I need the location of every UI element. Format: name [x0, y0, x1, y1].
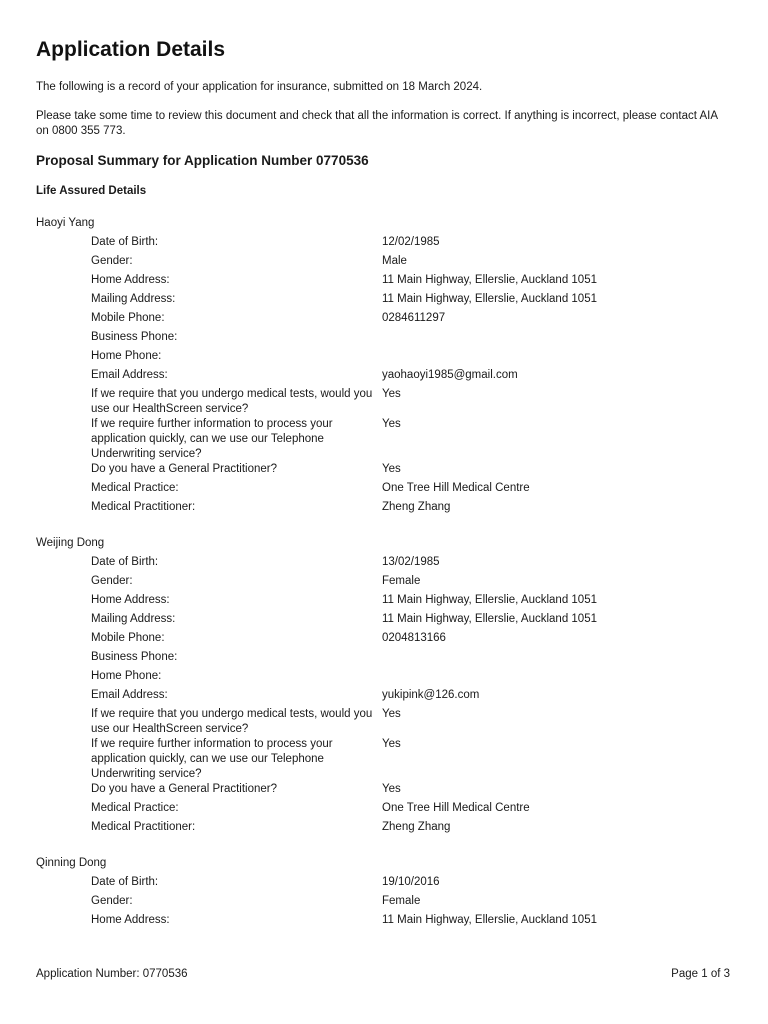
detail-row — [36, 801, 736, 820]
detail-row — [36, 782, 736, 801]
detail-label: Home Address: — [91, 914, 170, 926]
detail-row — [36, 555, 736, 574]
detail-label: Business Phone: — [91, 331, 178, 343]
detail-row — [36, 311, 736, 330]
detail-label: Medical Practitioner: — [91, 501, 196, 513]
page-title: Application Details — [36, 38, 226, 61]
life-assured-person — [36, 216, 736, 519]
detail-value: 11 Main Highway, Ellerslie, Auckland 1051 — [382, 594, 597, 606]
footer-application-number: Application Number: 0770536 — [36, 968, 188, 980]
detail-value: Zheng Zhang — [382, 501, 451, 513]
detail-label: Gender: — [91, 895, 133, 907]
detail-value: Yes — [382, 388, 401, 400]
detail-label: Mailing Address: — [91, 293, 176, 305]
detail-row — [36, 707, 736, 737]
detail-row — [36, 462, 736, 481]
detail-row — [36, 417, 736, 462]
detail-row — [36, 349, 736, 368]
detail-row — [36, 574, 736, 593]
detail-value: 11 Main Highway, Ellerslie, Auckland 1051 — [382, 293, 597, 305]
detail-row — [36, 650, 736, 669]
detail-value: 11 Main Highway, Ellerslie, Auckland 1051 — [382, 274, 597, 286]
detail-value: 13/02/1985 — [382, 556, 440, 568]
detail-value: Yes — [382, 783, 401, 795]
detail-value: 0284611297 — [382, 312, 446, 324]
detail-label: Home Phone: — [91, 350, 162, 362]
detail-row — [36, 612, 736, 631]
detail-value: 19/10/2016 — [382, 876, 440, 888]
detail-row — [36, 500, 736, 519]
life-assured-person — [36, 856, 736, 932]
person-name: Haoyi Yang — [36, 217, 95, 229]
detail-label: Mobile Phone: — [91, 632, 165, 644]
detail-label: Medical Practice: — [91, 802, 179, 814]
detail-label: Home Address: — [91, 594, 170, 606]
detail-row — [36, 368, 736, 387]
detail-value: Yes — [382, 463, 401, 475]
detail-value — [382, 349, 736, 368]
detail-value: yukipink@126.com — [382, 689, 480, 701]
detail-row — [36, 330, 736, 349]
person-name: Weijing Dong — [36, 537, 105, 549]
detail-label: Do you have a General Practitioner? — [91, 783, 278, 795]
detail-value: Yes — [382, 418, 401, 430]
detail-row — [36, 292, 736, 311]
life-assured-person — [36, 536, 736, 839]
detail-value: One Tree Hill Medical Centre — [382, 482, 530, 494]
detail-value — [382, 650, 736, 669]
detail-value: Yes — [382, 708, 401, 720]
detail-label: If we require that you undergo medical tests, would you use our HealthScreen service? — [91, 388, 373, 415]
detail-label: If we require that you undergo medical tests, would you use our HealthScreen service? — [91, 708, 373, 735]
footer-page-number: Page 1 of 3 — [671, 968, 730, 980]
detail-label: Business Phone: — [91, 651, 178, 663]
detail-value — [382, 330, 736, 349]
detail-row — [36, 894, 736, 913]
detail-label: Date of Birth: — [91, 556, 159, 568]
detail-value: 0204813166 — [382, 632, 446, 644]
detail-row — [36, 593, 736, 612]
life-assured-heading: Life Assured Details — [36, 185, 147, 197]
detail-value: Zheng Zhang — [382, 821, 451, 833]
detail-label: Gender: — [91, 255, 133, 267]
detail-label: If we require further information to process your application quickly, can we use our Telephone Underwriting service? — [91, 738, 333, 780]
detail-label: Date of Birth: — [91, 236, 159, 248]
detail-row — [36, 273, 736, 292]
proposal-summary-heading: Proposal Summary for Application Number 0770536 — [36, 153, 369, 168]
detail-row — [36, 387, 736, 417]
detail-value: yaohaoyi1985@gmail.com — [382, 369, 518, 381]
detail-label: If we require further information to process your application quickly, can we use our Telephone Underwriting service? — [91, 418, 333, 460]
detail-row — [36, 913, 736, 932]
detail-value — [382, 669, 736, 688]
detail-row — [36, 254, 736, 273]
detail-label: Medical Practice: — [91, 482, 179, 494]
detail-value: 12/02/1985 — [382, 236, 440, 248]
detail-label: Home Phone: — [91, 670, 162, 682]
detail-row — [36, 875, 736, 894]
detail-value: 11 Main Highway, Ellerslie, Auckland 1051 — [382, 613, 597, 625]
detail-row — [36, 688, 736, 707]
detail-value: Yes — [382, 738, 401, 750]
detail-value: Female — [382, 575, 421, 587]
detail-label: Mobile Phone: — [91, 312, 165, 324]
detail-value: Female — [382, 895, 421, 907]
detail-label: Date of Birth: — [91, 876, 159, 888]
detail-value: Male — [382, 255, 407, 267]
review-paragraph: Please take some time to review this document and check that all the information is correct. If anything is incorrect, please contact AIA on 0800 355 773. — [36, 110, 718, 137]
detail-label: Do you have a General Practitioner? — [91, 463, 278, 475]
detail-row — [36, 631, 736, 650]
detail-value: 11 Main Highway, Ellerslie, Auckland 1051 — [382, 914, 597, 926]
person-name: Qinning Dong — [36, 857, 107, 869]
detail-label: Medical Practitioner: — [91, 821, 196, 833]
detail-row — [36, 737, 736, 782]
detail-row — [36, 669, 736, 688]
detail-row — [36, 820, 736, 839]
detail-label: Mailing Address: — [91, 613, 176, 625]
detail-value: One Tree Hill Medical Centre — [382, 802, 530, 814]
detail-label: Home Address: — [91, 274, 170, 286]
intro-paragraph: The following is a record of your application for insurance, submitted on 18 March 2024. — [36, 81, 483, 93]
life-assured-list — [36, 216, 736, 949]
detail-row — [36, 481, 736, 500]
detail-label: Email Address: — [91, 689, 168, 701]
detail-label: Gender: — [91, 575, 133, 587]
detail-row — [36, 235, 736, 254]
detail-label: Email Address: — [91, 369, 168, 381]
